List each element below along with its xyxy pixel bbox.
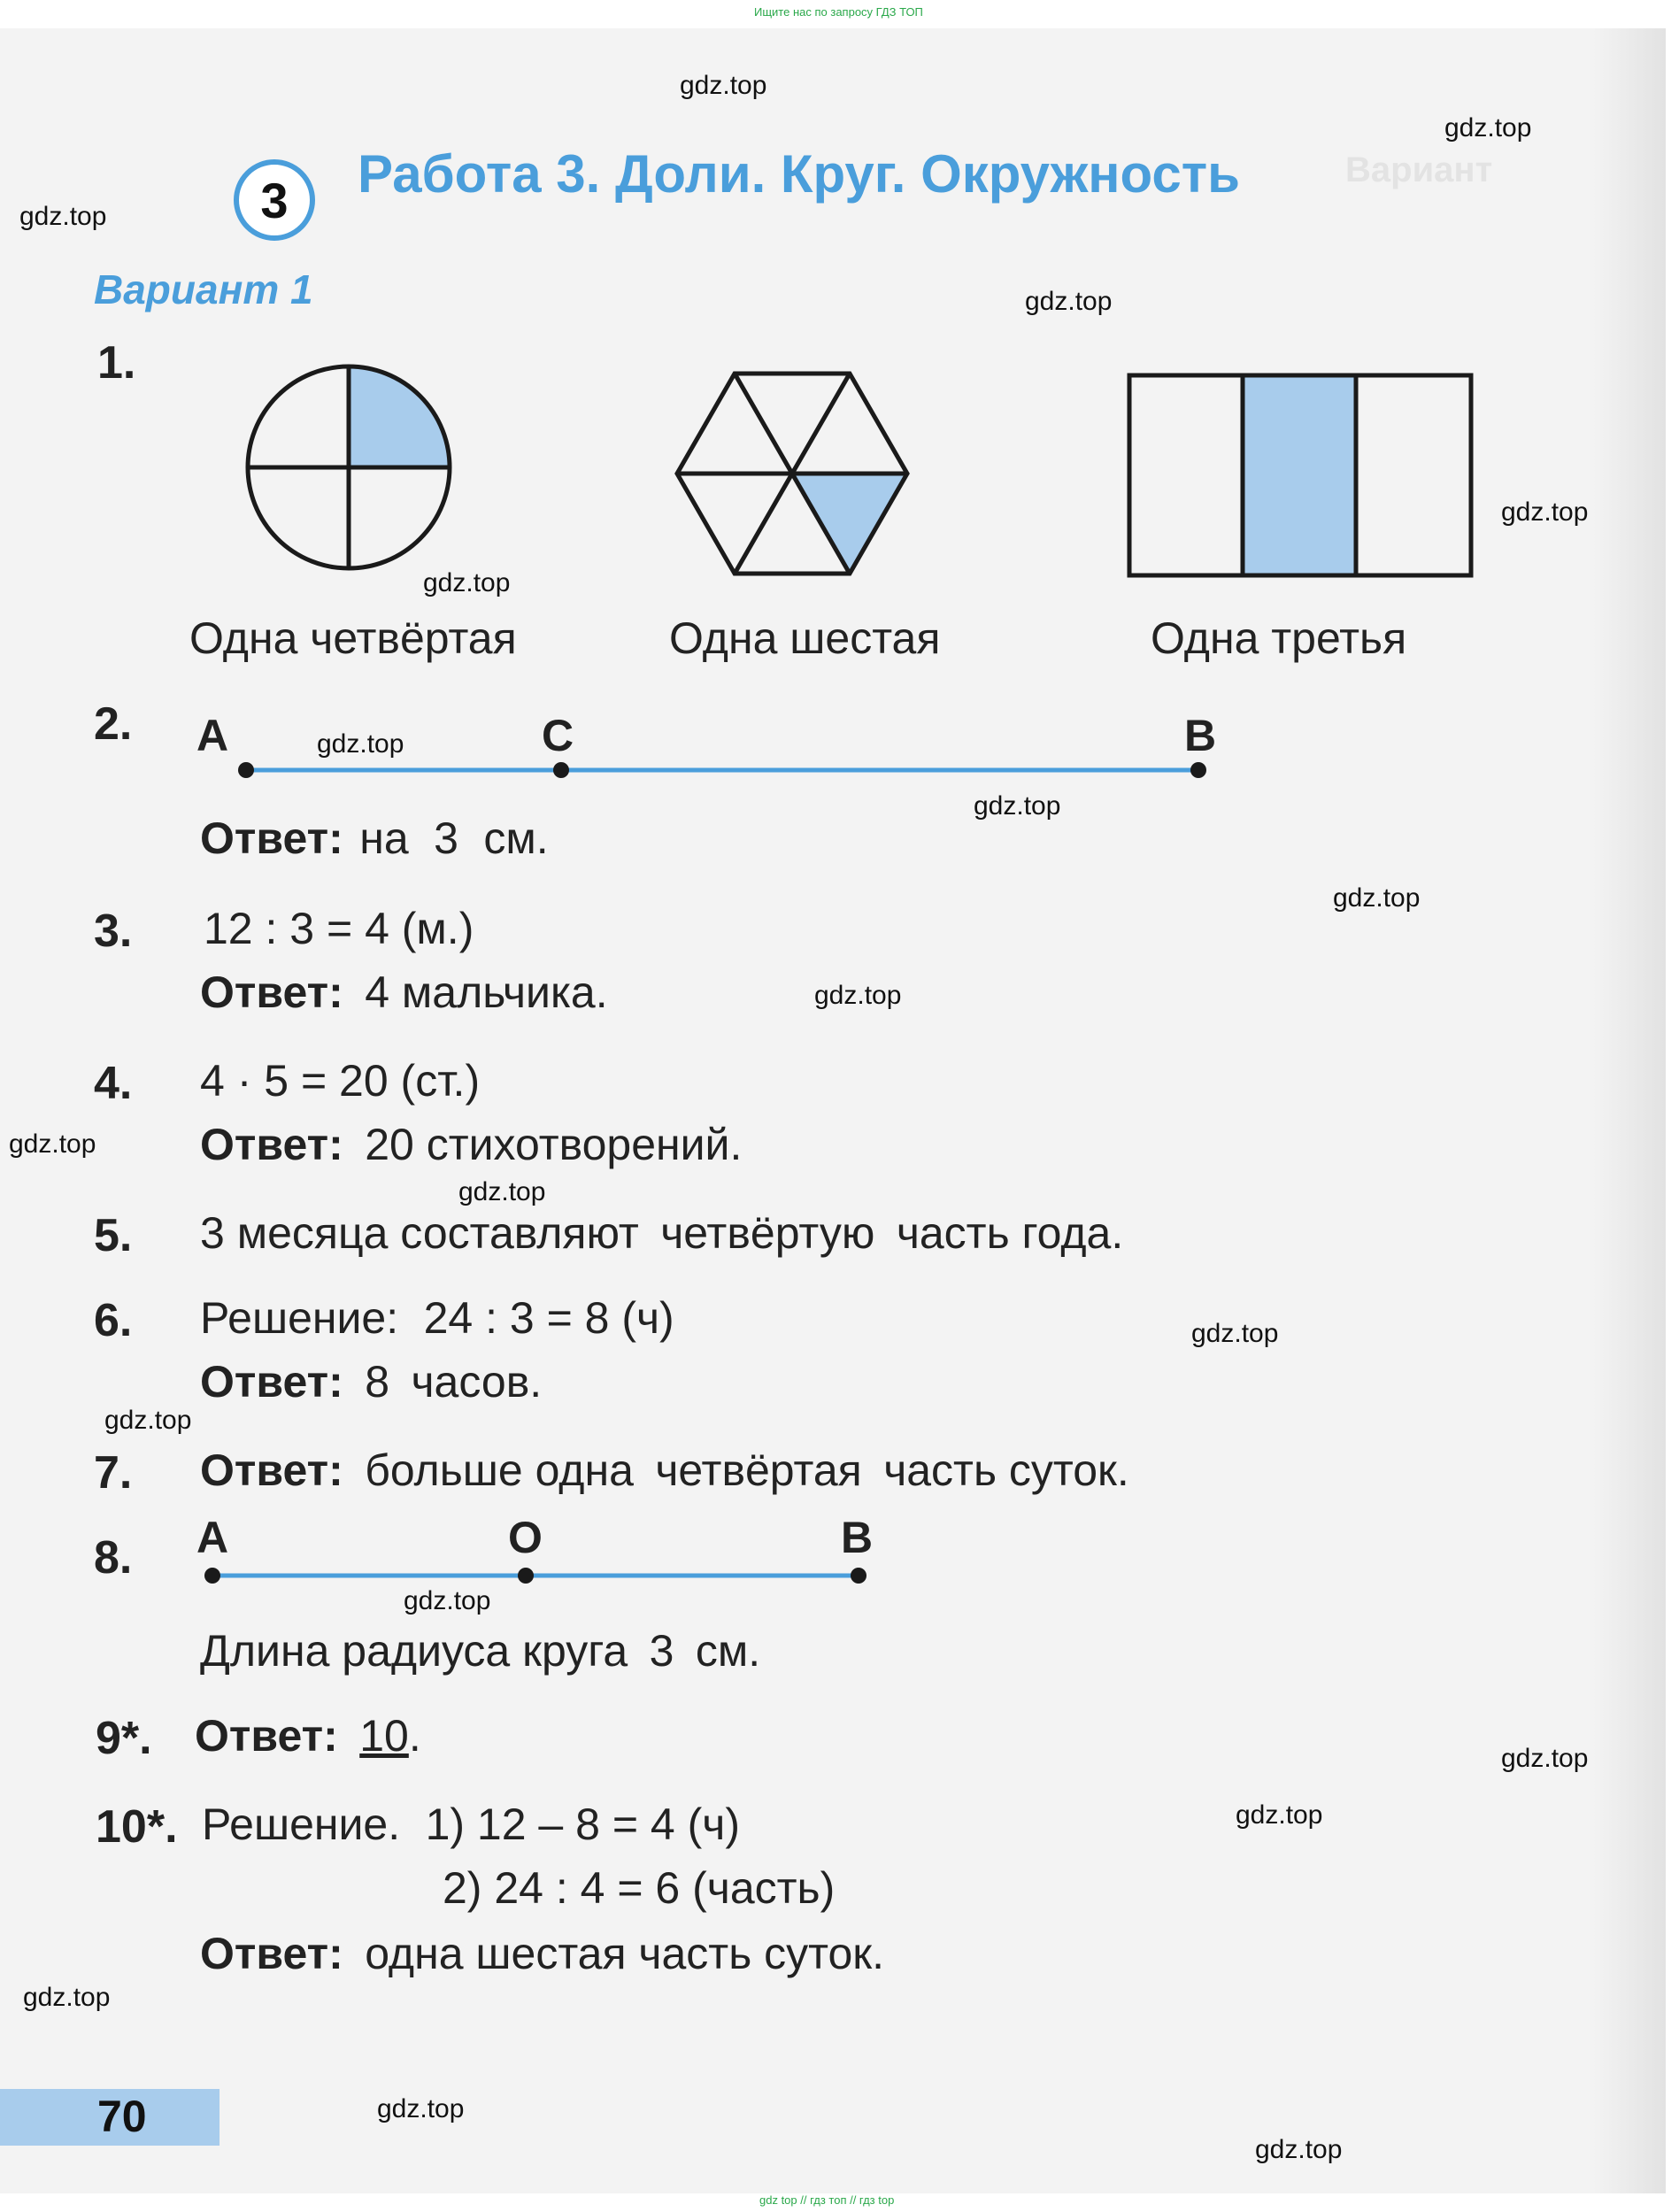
task-number: 8. <box>94 1532 133 1584</box>
caption-quarter: Одна четвёртая <box>189 613 517 663</box>
task8-text-start: Длина радиуса круга <box>200 1626 628 1676</box>
segment-acb <box>239 761 1213 779</box>
answer-label: Ответ: <box>200 813 343 863</box>
watermark: gdz.top <box>19 202 107 231</box>
rectangle-third-figure <box>1128 374 1473 577</box>
task10-step1: 1) 12 – 8 = 4 (ч) <box>425 1800 740 1849</box>
answer-value: 4 мальчика. <box>365 967 608 1017</box>
task9-answer <box>195 1710 421 1761</box>
answer-unit: часов. <box>411 1357 543 1407</box>
top-note: Ищите нас по запросу ГДЗ ТОП <box>754 5 923 19</box>
point-label-o: O <box>508 1513 543 1562</box>
watermark: gdz.top <box>1191 1319 1279 1348</box>
task5-highlight: четвёртую <box>660 1208 875 1258</box>
watermark: gdz.top <box>377 2094 465 2123</box>
task5-text-start: 3 месяца составляют <box>200 1208 639 1258</box>
hexagon-sixth-figure <box>673 372 912 575</box>
task4-answer <box>200 1119 742 1170</box>
watermark: gdz.top <box>814 981 902 1010</box>
solution-label: Решение. <box>202 1800 401 1849</box>
task-number: 7. <box>94 1447 133 1499</box>
watermark: gdz.top <box>1444 113 1532 143</box>
task6-answer <box>200 1356 542 1407</box>
point-label-b: B <box>841 1513 874 1562</box>
segment-aob <box>205 1567 878 1584</box>
task-number: 9*. <box>96 1713 152 1764</box>
answer-label: Ответ: <box>200 1357 343 1407</box>
watermark: gdz.top <box>1255 2135 1343 2164</box>
task7-highlight: четвёртая <box>655 1445 862 1495</box>
point-label-b: B <box>1184 711 1217 760</box>
task-number: 1. <box>97 337 136 389</box>
task-number: 6. <box>94 1295 133 1346</box>
watermark: gdz.top <box>23 1983 111 2012</box>
task5-text <box>200 1207 1123 1259</box>
answer-label: Ответ: <box>200 967 343 1017</box>
answer-value: 10 <box>359 1711 409 1761</box>
watermark: gdz.top <box>974 791 1061 821</box>
work-number-badge: 3 <box>234 159 315 241</box>
bleed-through-text: Вариант <box>1345 150 1493 189</box>
answer-value: 20 стихотворений. <box>365 1120 743 1169</box>
task-number: 3. <box>94 906 133 957</box>
task10-step2: 2) 24 : 4 = 6 (часть) <box>443 1863 836 1913</box>
answer-dot: . <box>408 1711 421 1761</box>
watermark: gdz.top <box>1025 287 1113 316</box>
watermark: gdz.top <box>458 1177 546 1206</box>
task5-text-end: часть года. <box>896 1208 1124 1258</box>
variant-heading: Вариант 1 <box>94 266 313 312</box>
bottom-note: gdz top // гдз топ // гдз top <box>759 2193 895 2207</box>
task7-text-end: часть суток. <box>883 1445 1129 1495</box>
watermark: gdz.top <box>1333 883 1421 913</box>
task7-answer <box>200 1445 1129 1496</box>
task-number: 2. <box>94 698 133 750</box>
task4-solution: 4 · 5 = 20 (ст.) <box>200 1056 481 1106</box>
task8-value: 3 <box>649 1626 674 1676</box>
watermark: gdz.top <box>1501 1744 1589 1773</box>
task2-answer <box>200 813 549 864</box>
page-edge-shadow <box>1593 28 1666 2193</box>
point-label-c: C <box>542 711 574 760</box>
page-number: 70 <box>97 2092 147 2141</box>
watermark: gdz.top <box>1236 1800 1323 1830</box>
watermark: gdz.top <box>423 568 511 597</box>
caption-sixth: Одна шестая <box>669 613 941 663</box>
task-number: 4. <box>94 1058 133 1109</box>
answer-value: 8 <box>365 1357 390 1407</box>
task7-text-start: больше одна <box>365 1445 634 1495</box>
circle-quarter-figure <box>244 363 453 572</box>
watermark: gdz.top <box>1501 497 1589 527</box>
task8-unit: см. <box>695 1626 761 1676</box>
task6-solution: 24 : 3 = 8 (ч) <box>423 1293 674 1343</box>
answer-label: Ответ: <box>195 1711 338 1761</box>
task6-solution-row <box>200 1292 674 1344</box>
task3-solution: 12 : 3 = 4 (м.) <box>204 904 474 953</box>
task3-answer <box>200 967 608 1018</box>
shaded-sixth <box>792 474 907 574</box>
watermark: gdz.top <box>104 1406 192 1435</box>
point-label-a: A <box>196 711 229 760</box>
task-number: 10*. <box>96 1801 178 1853</box>
watermark: gdz.top <box>9 1129 96 1159</box>
task-number: 5. <box>94 1210 133 1261</box>
answer-label: Ответ: <box>200 1929 343 1978</box>
caption-third: Одна третья <box>1151 613 1407 663</box>
task10-answer <box>200 1928 884 1979</box>
solution-label: Решение: <box>200 1293 399 1343</box>
answer-unit: см. <box>483 813 549 863</box>
watermark: gdz.top <box>680 71 767 100</box>
answer-text: на <box>359 813 409 863</box>
task8-text <box>200 1625 760 1676</box>
answer-value: 3 <box>434 813 458 863</box>
watermark: gdz.top <box>404 1586 491 1615</box>
answer-label: Ответ: <box>200 1445 343 1495</box>
shaded-third <box>1243 375 1356 575</box>
watermark: gdz.top <box>317 729 404 759</box>
answer-value: одна шестая часть суток. <box>365 1929 885 1978</box>
point-label-a: A <box>196 1513 229 1562</box>
task10-solution-row <box>202 1799 740 1850</box>
page-title: Работа 3. Доли. Круг. Окружность <box>358 144 1241 204</box>
answer-label: Ответ: <box>200 1120 343 1169</box>
